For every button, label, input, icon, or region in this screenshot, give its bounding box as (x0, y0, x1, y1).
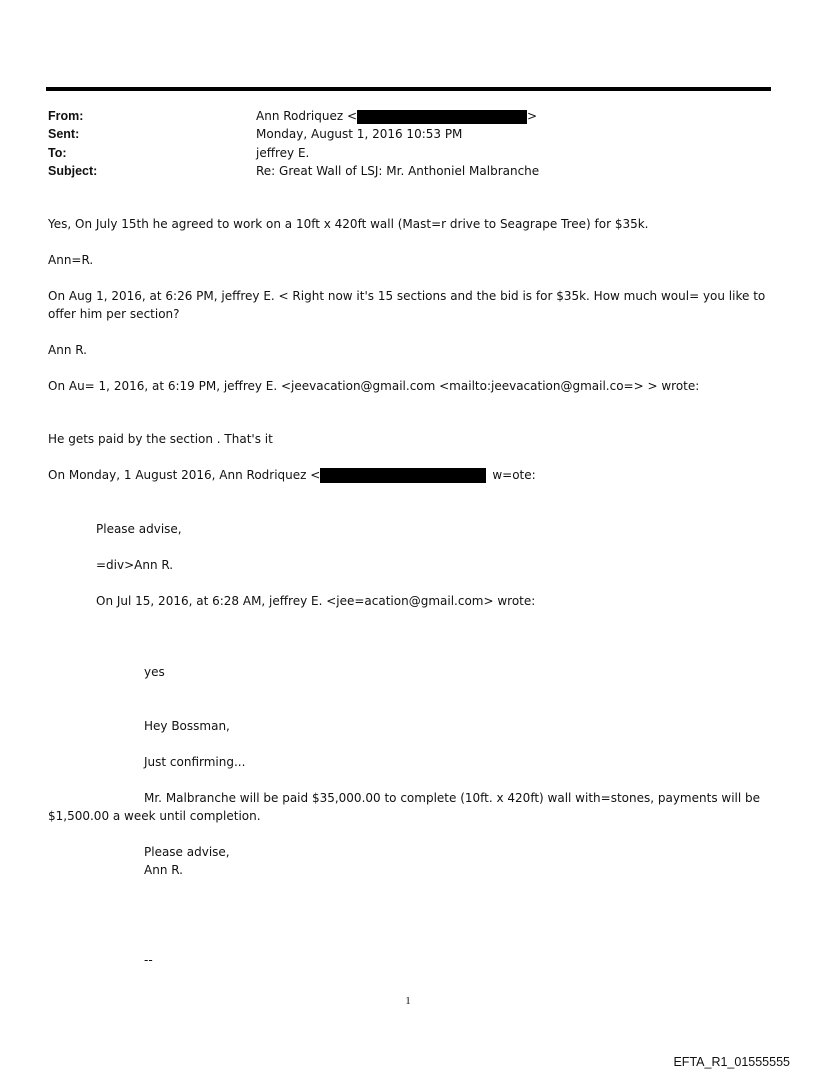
signature-separator: -- (144, 953, 153, 967)
quoted-header-line: On Au= 1, 2016, at 6:19 PM, jeffrey E. <jeevacation@gmail.com <mailto:jeevacation@gmail.co=> > wrote: (48, 379, 700, 393)
redaction-bar (357, 110, 527, 124)
from-label: From: (48, 109, 84, 123)
quoted-header-line: On Aug 1, 2016, at 6:26 PM, jeffrey E. < Right now it's 15 sections and the bid is for $35k. How much woul= you like to (48, 289, 766, 303)
quoted-header-line: offer him per section? (48, 307, 180, 321)
body-paragraph: Yes, On July 15th he agreed to work on a 10ft x 420ft wall (Mast=r drive to Seagrape Tree) for $35k. (48, 217, 649, 231)
signature-line: Ann R. (144, 863, 183, 877)
sent-label: Sent: (48, 127, 80, 141)
signature-line: =div>Ann R. (96, 558, 174, 572)
page-number: 1 (405, 995, 411, 1007)
to-value: jeffrey E. (256, 146, 310, 160)
body-paragraph: He gets paid by the section . That's it (48, 432, 273, 446)
quoted-header-suffix: w=ote: (492, 468, 536, 482)
from-name: Ann Rodriquez < (256, 109, 358, 123)
quoted-header-prefix: On Monday, 1 August 2016, Ann Rodriquez < (48, 468, 321, 482)
signature-line: Ann R. (48, 343, 87, 357)
document-id: EFTA_R1_01555555 (673, 1055, 790, 1069)
body-paragraph: Mr. Malbranche will be paid $35,000.00 to complete (10ft. x 420ft) wall with=stones, payments will be (144, 791, 761, 805)
header-divider (46, 87, 771, 91)
body-paragraph: Please advise, (144, 845, 230, 859)
subject-label: Subject: (48, 164, 98, 178)
from-close: > (527, 109, 538, 123)
quoted-header-line (48, 466, 536, 484)
quoted-header-line: On Jul 15, 2016, at 6:28 AM, jeffrey E. <jee=acation@gmail.com> wrote: (96, 594, 536, 608)
body-paragraph: Just confirming... (144, 755, 246, 769)
sent-value: Monday, August 1, 2016 10:53 PM (256, 127, 463, 141)
body-paragraph: yes (144, 665, 165, 679)
redaction-bar (320, 468, 486, 483)
subject-value: Re: Great Wall of LSJ: Mr. Anthoniel Malbranche (256, 164, 540, 178)
body-paragraph: Please advise, (96, 522, 182, 536)
body-paragraph: $1,500.00 a week until completion. (48, 809, 261, 823)
signature-line: Ann=R. (48, 253, 94, 267)
from-value (256, 108, 537, 124)
body-paragraph: Hey Bossman, (144, 719, 230, 733)
to-label: To: (48, 146, 67, 160)
